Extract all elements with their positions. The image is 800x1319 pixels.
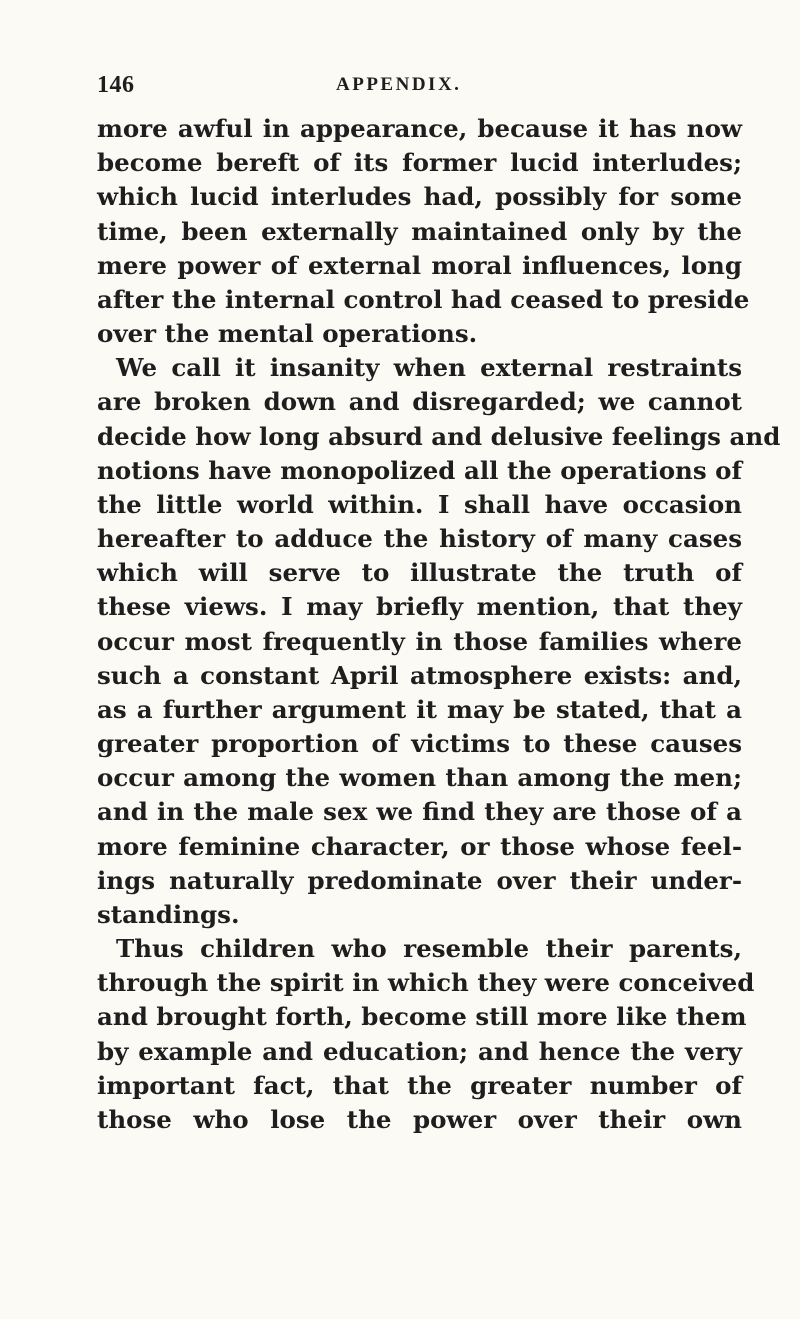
text-line: occur most frequently in those families where — [97, 626, 742, 656]
text-line: over the mental operations. — [97, 319, 478, 349]
paragraph-start-line: Thus children who resemble their parents, — [116, 934, 742, 964]
text-line: notions have monopolized all the operations of — [97, 455, 743, 485]
text-line: such a constant April atmosphere exists: and, — [97, 660, 742, 690]
text-line: more awful in appearance, because it has now — [97, 114, 742, 143]
text-body — [97, 112, 781, 1137]
text-line: those who lose the power over their own — [97, 1104, 742, 1134]
text-line: the little world within. I shall have occasion — [97, 489, 742, 519]
text-line: important fact, that the greater number of — [97, 1070, 742, 1100]
text-line: as a further argument it may be stated, that a — [97, 694, 742, 724]
text-line: and in the male sex we find they are those of a — [97, 797, 742, 827]
text-line: occur among the women than among the men; — [97, 763, 742, 793]
text-line: time, been externally maintained only by the — [97, 216, 742, 246]
text-line: greater proportion of victims to these causes — [97, 729, 742, 759]
text-line: decide how long absurd and delusive feelings and — [97, 421, 781, 451]
text-line: become bereft of its former lucid interludes; — [97, 148, 742, 178]
text-line: ings naturally predominate over their under- — [97, 865, 742, 895]
text-line: standings. — [97, 899, 240, 929]
page-number: 146 — [97, 72, 135, 98]
text-line: which will serve to illustrate the truth of — [97, 558, 742, 588]
text-line: which lucid interludes had, possibly for some — [97, 182, 742, 212]
text-line: these views. I may briefly mention, that they — [97, 592, 742, 622]
text-line: mere power of external moral influences, long — [97, 250, 742, 280]
paragraph-start-line: We call it insanity when external restraints — [116, 353, 742, 383]
text-line: and brought forth, become still more like them — [97, 1002, 747, 1032]
text-line: are broken down and disregarded; we cannot — [97, 387, 742, 417]
running-head — [97, 72, 717, 102]
text-line: more feminine character, or those whose feel- — [97, 831, 742, 861]
text-line: after the internal control had ceased to preside — [97, 284, 750, 314]
text-line: through the spirit in which they were conceived — [97, 968, 755, 998]
section-title: APPENDIX. — [336, 74, 462, 95]
text-line: by example and education; and hence the very — [97, 1036, 742, 1066]
text-line: hereafter to adduce the history of many cases — [97, 524, 742, 554]
